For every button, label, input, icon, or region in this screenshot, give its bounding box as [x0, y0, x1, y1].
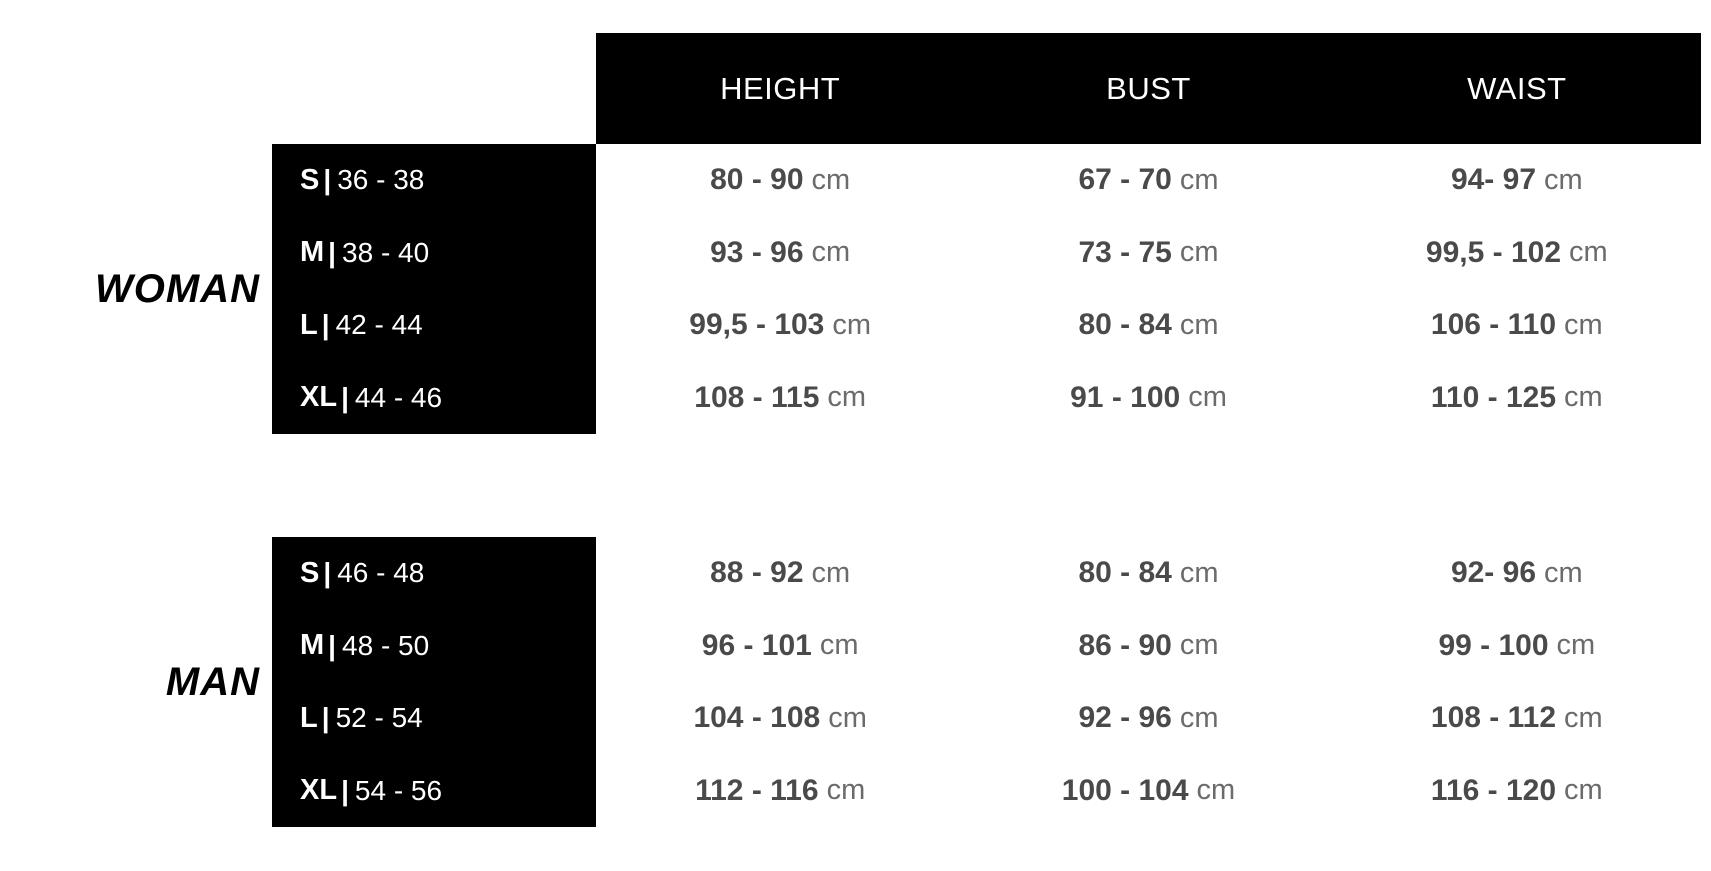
cell-bust: [964, 755, 1332, 828]
group-label-woman: WOMAN: [95, 266, 260, 311]
group-label-man: MAN: [165, 659, 260, 704]
size-code: M: [300, 629, 325, 662]
header-row: [596, 33, 1701, 144]
table-row: [596, 537, 1701, 610]
value: 116 - 120: [1430, 773, 1557, 807]
value: 112 - 116: [695, 773, 819, 807]
size-range: 38 - 40: [342, 236, 430, 268]
size-range: 52 - 54: [335, 702, 423, 734]
unit: cm: [1179, 236, 1219, 269]
size-separator: |: [341, 774, 349, 806]
size-separator: |: [328, 629, 337, 661]
table-row: [596, 362, 1701, 435]
value: 73 - 75: [1078, 235, 1172, 269]
cell-bust: [964, 289, 1332, 362]
size-range: 48 - 50: [342, 629, 430, 661]
value: 99,5 - 103: [689, 308, 825, 342]
table-row: [596, 289, 1701, 362]
value: 80 - 84: [1078, 308, 1172, 342]
size-cell: [272, 362, 596, 435]
value: 108 - 112: [1430, 701, 1557, 735]
size-code: L: [300, 701, 318, 734]
cell-bust: [964, 682, 1332, 755]
value: 80 - 90: [710, 163, 804, 197]
size-code: M: [300, 236, 325, 269]
size-cell: [272, 217, 596, 290]
cell-height: [596, 755, 964, 828]
size-cell: [272, 537, 596, 610]
size-code: L: [300, 308, 318, 341]
value: 108 - 115: [694, 380, 820, 414]
size-separator: |: [328, 236, 337, 268]
cell-height: [596, 362, 964, 435]
cell-waist: [1333, 362, 1701, 435]
size-cell: [272, 682, 596, 755]
value: 92 - 96: [1078, 701, 1172, 735]
unit: cm: [828, 701, 867, 734]
cell-height: [596, 610, 964, 683]
size-code: S: [300, 556, 320, 589]
cell-height: [596, 682, 964, 755]
cell-bust: [964, 610, 1332, 683]
unit: cm: [1564, 701, 1603, 734]
table-row: [596, 217, 1701, 290]
value: 80 - 84: [1078, 556, 1172, 590]
unit: cm: [1544, 163, 1583, 196]
unit: cm: [811, 163, 851, 196]
size-cell: [272, 755, 596, 828]
measurements-man: [596, 537, 1701, 827]
size-range: 36 - 38: [337, 164, 425, 196]
unit: cm: [1196, 774, 1236, 807]
unit: cm: [1179, 308, 1219, 341]
size-separator: |: [323, 164, 332, 196]
unit: cm: [1569, 236, 1608, 269]
cell-height: [596, 289, 964, 362]
unit: cm: [827, 381, 867, 414]
value: 104 - 108: [693, 701, 821, 735]
cell-bust: [964, 362, 1332, 435]
unit: cm: [811, 556, 851, 589]
value: 99 - 100: [1438, 628, 1549, 662]
cell-waist: [1333, 755, 1701, 828]
value: 93 - 96: [710, 235, 804, 269]
column-header-waist: WAIST: [1467, 70, 1567, 106]
size-range: 54 - 56: [354, 774, 443, 806]
size-range: 44 - 46: [354, 381, 443, 413]
size-range: 46 - 48: [337, 557, 425, 589]
size-column-woman: [272, 144, 596, 434]
unit: cm: [811, 236, 851, 269]
unit: cm: [1179, 629, 1219, 662]
size-separator: |: [341, 381, 349, 413]
unit: cm: [1564, 381, 1603, 414]
cell-waist: [1333, 217, 1701, 290]
value: 88 - 92: [710, 556, 804, 590]
cell-waist: [1333, 610, 1701, 683]
cell-bust: [964, 144, 1332, 217]
cell-height: [596, 217, 964, 290]
table-row: [596, 610, 1701, 683]
value: 99,5 - 102: [1425, 235, 1562, 269]
size-column-man: [272, 537, 596, 827]
cell-waist: [1333, 537, 1701, 610]
cell-bust: [964, 217, 1332, 290]
size-code: S: [300, 163, 320, 196]
table-row: [596, 682, 1701, 755]
unit: cm: [1179, 701, 1219, 734]
unit: cm: [1179, 163, 1219, 196]
value: 96 - 101: [701, 628, 812, 662]
value: 94- 97: [1450, 163, 1537, 197]
table-row: [596, 755, 1701, 828]
unit: cm: [1564, 308, 1603, 341]
unit: cm: [826, 774, 866, 807]
unit: cm: [819, 629, 859, 662]
size-code: XL: [300, 774, 338, 807]
cell-height: [596, 537, 964, 610]
unit: cm: [1179, 556, 1219, 589]
value: 92- 96: [1450, 556, 1537, 590]
unit: cm: [832, 308, 872, 341]
cell-bust: [964, 537, 1332, 610]
table-row: [596, 144, 1701, 217]
size-separator: |: [321, 309, 330, 341]
cell-waist: [1333, 289, 1701, 362]
unit: cm: [1544, 556, 1583, 589]
measurements-woman: [596, 144, 1701, 434]
unit: cm: [1188, 381, 1227, 414]
column-header-bust: BUST: [1106, 70, 1191, 106]
value: 86 - 90: [1078, 628, 1172, 662]
size-cell: [272, 610, 596, 683]
value: 110 - 125: [1430, 380, 1557, 414]
size-separator: |: [323, 557, 332, 589]
cell-waist: [1333, 144, 1701, 217]
size-code: XL: [300, 381, 338, 414]
unit: cm: [1556, 629, 1596, 662]
value: 67 - 70: [1078, 163, 1172, 197]
column-header-height: HEIGHT: [720, 70, 841, 106]
size-cell: [272, 289, 596, 362]
size-separator: |: [321, 702, 330, 734]
value: 106 - 110: [1430, 308, 1557, 342]
value: 100 - 104: [1061, 773, 1189, 807]
size-cell: [272, 144, 596, 217]
value: 91 - 100: [1070, 380, 1181, 414]
unit: cm: [1564, 774, 1603, 807]
cell-waist: [1333, 682, 1701, 755]
cell-height: [596, 144, 964, 217]
size-range: 42 - 44: [335, 309, 423, 341]
